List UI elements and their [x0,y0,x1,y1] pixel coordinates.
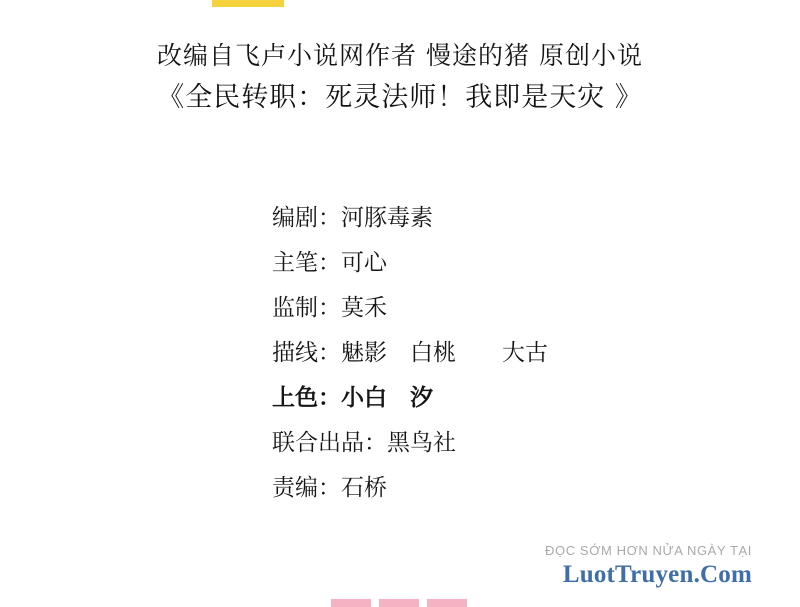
credit-value: 河豚毒素 [341,205,433,231]
bottom-pink-markers [331,599,467,607]
credit-label: 主笔： [272,250,341,276]
credit-value: 可心 [341,250,387,276]
credit-label: 责编： [272,475,341,501]
credit-row [272,241,742,286]
credits-list [272,196,742,511]
credit-row [272,196,742,241]
credit-label: 联合出品： [272,430,387,456]
credit-value: 小白 汐 [341,385,433,411]
credit-value: 魅影 白桃 大古 [341,340,548,366]
credit-value: 黑鸟社 [387,430,456,456]
credit-row [272,376,742,421]
credit-row [272,466,742,511]
credit-label: 编剧： [272,205,341,231]
watermark-tagline: ĐỌC SỚM HƠN NỬA NGÀY TẠI [545,543,752,558]
credit-label: 上色： [272,385,341,411]
credit-row [272,421,742,466]
bottom-marker-3 [427,599,467,607]
headline-block [0,36,800,120]
credit-row [272,331,742,376]
credit-label: 描线： [272,340,341,366]
credit-label: 监制： [272,295,341,321]
top-yellow-marker [212,0,284,7]
bottom-marker-1 [331,599,371,607]
bottom-marker-2 [379,599,419,607]
headline-line-2: 《全民转职：死灵法师！我即是天灾 》 [157,82,643,113]
watermark [545,543,752,589]
credit-value: 石桥 [341,475,387,501]
credit-row [272,286,742,331]
watermark-brand[interactable]: LuotTruyen.Com [562,561,752,588]
headline-line-1: 改编自飞卢小说网作者 慢途的猪 原创小说 [157,41,643,70]
credit-value: 莫禾 [341,295,387,321]
